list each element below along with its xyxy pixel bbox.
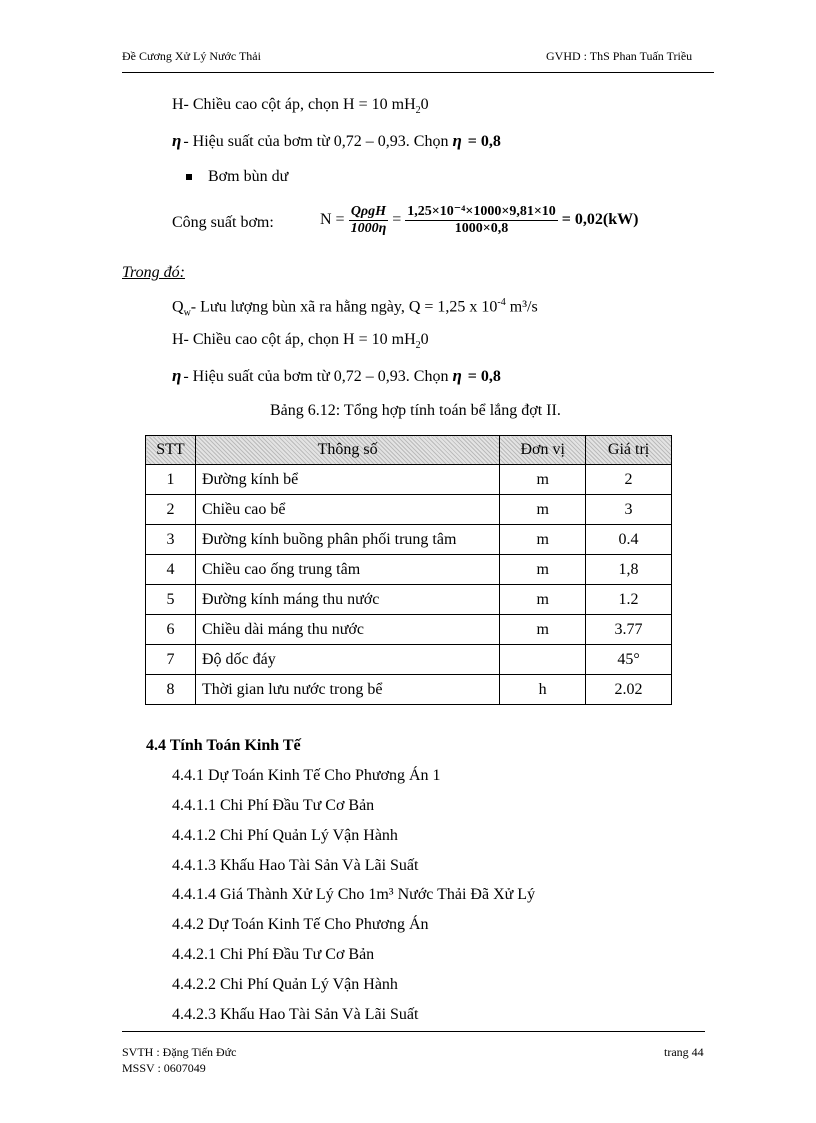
col-header-stt: STT	[146, 436, 196, 465]
head-line-2: H- Chiều cao cột áp, chọn H = 10 $mH_20$	[172, 331, 429, 352]
cell-stt: 4	[146, 555, 196, 585]
qw-line: $Q_w-$ Lưu lượng bùn xã ra hằng ngày, Q = 1,25 x $10^{-4}$ m³/s	[172, 297, 538, 319]
outline-item: 4.4.1.1 Chi Phí Đầu Tư Cơ Bản	[172, 797, 375, 814]
cell-unit: m	[500, 495, 586, 525]
cell-stt: 3	[146, 525, 196, 555]
cell-parameter: Đường kính máng thu nước	[195, 585, 499, 615]
cell-value: 1.2	[586, 585, 672, 615]
cell-parameter: Độ dốc đáy	[195, 645, 499, 675]
col-header-value: Giá trị	[586, 436, 672, 465]
cell-stt: 2	[146, 495, 196, 525]
outline-item: 4.4.1.3 Khấu Hao Tài Sản Và Lãi Suất	[172, 857, 419, 874]
outline-item: 4.4.2.3 Khấu Hao Tài Sản Và Lãi Suất	[172, 1006, 419, 1023]
page-number: trang 44	[664, 1045, 704, 1059]
table-row	[146, 525, 672, 555]
outline-item: 4.4.2 Dự Toán Kinh Tế Cho Phương Án	[172, 916, 429, 933]
power-label: Công suất bơm:	[172, 214, 274, 231]
bullet-text: Bơm bùn dư	[208, 168, 289, 185]
summary-table	[145, 435, 672, 705]
cell-parameter: Chiều dài máng thu nước	[195, 615, 499, 645]
table-row	[146, 615, 672, 645]
table-caption: Bảng 6.12: Tổng hợp tính toán bể lắng đợt II.	[270, 402, 561, 419]
cell-value: 3	[586, 495, 672, 525]
outline-item: 4.4.2.2 Chi Phí Quản Lý Vận Hành	[172, 976, 398, 993]
cell-parameter: Đường kính bể	[195, 465, 499, 495]
head-line-1: H- Chiều cao cột áp, chọn H = 10 $mH_20$	[172, 96, 429, 117]
cell-stt: 8	[146, 675, 196, 705]
cell-unit: m	[500, 585, 586, 615]
table-row	[146, 585, 672, 615]
outline-item: 4.4.2.1 Chi Phí Đầu Tư Cơ Bản	[172, 946, 375, 963]
efficiency-line-1: η - Hiệu suất của bơm từ 0,72 – 0,93. Chọn η = 0,8	[172, 131, 501, 150]
cell-stt: 5	[146, 585, 196, 615]
cell-unit	[500, 645, 586, 675]
where-label: Trong đó:	[122, 264, 185, 281]
bullet-icon	[186, 174, 192, 180]
header-left: Đề Cương Xử Lý Nước Thải	[122, 49, 261, 63]
efficiency-line-2: η - Hiệu suất của bơm từ 0,72 – 0,93. Chọn η = 0,8	[172, 366, 501, 385]
cell-unit: m	[500, 555, 586, 585]
cell-unit: m	[500, 525, 586, 555]
power-formula: N = $\frac{\text{QρgH}}{1000\eta}$ = $\frac{\text{1,25×10⁻⁴×1000×9,81×10}}{1000\times 0,8}$ = 0,02(kW)	[320, 203, 639, 236]
section-heading: 4.4 Tính Toán Kinh Tế	[146, 737, 301, 754]
footer-svth: SVTH : Đặng Tiến Đức	[122, 1045, 237, 1059]
cell-parameter: Chiều cao bể	[195, 495, 499, 525]
outline-item: 4.4.1.4 Giá Thành Xử Lý Cho 1m³ Nước Thải Đã Xử Lý	[172, 886, 536, 903]
table-row	[146, 465, 672, 495]
table-row	[146, 675, 672, 705]
outline-item: 4.4.1 Dự Toán Kinh Tế Cho Phương Án 1	[172, 767, 441, 784]
cell-value: 3.77	[586, 615, 672, 645]
cell-value: 0.4	[586, 525, 672, 555]
col-header-parameter: Thông số	[195, 436, 499, 465]
cell-value: 2	[586, 465, 672, 495]
cell-unit: m	[500, 465, 586, 495]
cell-stt: 1	[146, 465, 196, 495]
footer-mssv: MSSV : 0607049	[122, 1061, 206, 1075]
cell-unit: m	[500, 615, 586, 645]
table-row	[146, 495, 672, 525]
col-header-unit: Đơn vị	[500, 436, 586, 465]
cell-unit: h	[500, 675, 586, 705]
footer-rule	[122, 1031, 705, 1032]
cell-stt: 7	[146, 645, 196, 675]
header-right: GVHD : ThS Phan Tuấn Triều	[546, 49, 693, 63]
cell-parameter: Thời gian lưu nước trong bể	[195, 675, 499, 705]
table-header-row	[146, 436, 672, 465]
outline-item: 4.4.1.2 Chi Phí Quản Lý Vận Hành	[172, 827, 398, 844]
table-row	[146, 555, 672, 585]
cell-value: 45°	[586, 645, 672, 675]
cell-parameter: Đường kính buồng phân phối trung tâm	[195, 525, 499, 555]
cell-parameter: Chiều cao ống trung tâm	[195, 555, 499, 585]
cell-stt: 6	[146, 615, 196, 645]
header-rule	[122, 72, 714, 73]
table-row	[146, 645, 672, 675]
cell-value: 2.02	[586, 675, 672, 705]
cell-value: 1,8	[586, 555, 672, 585]
